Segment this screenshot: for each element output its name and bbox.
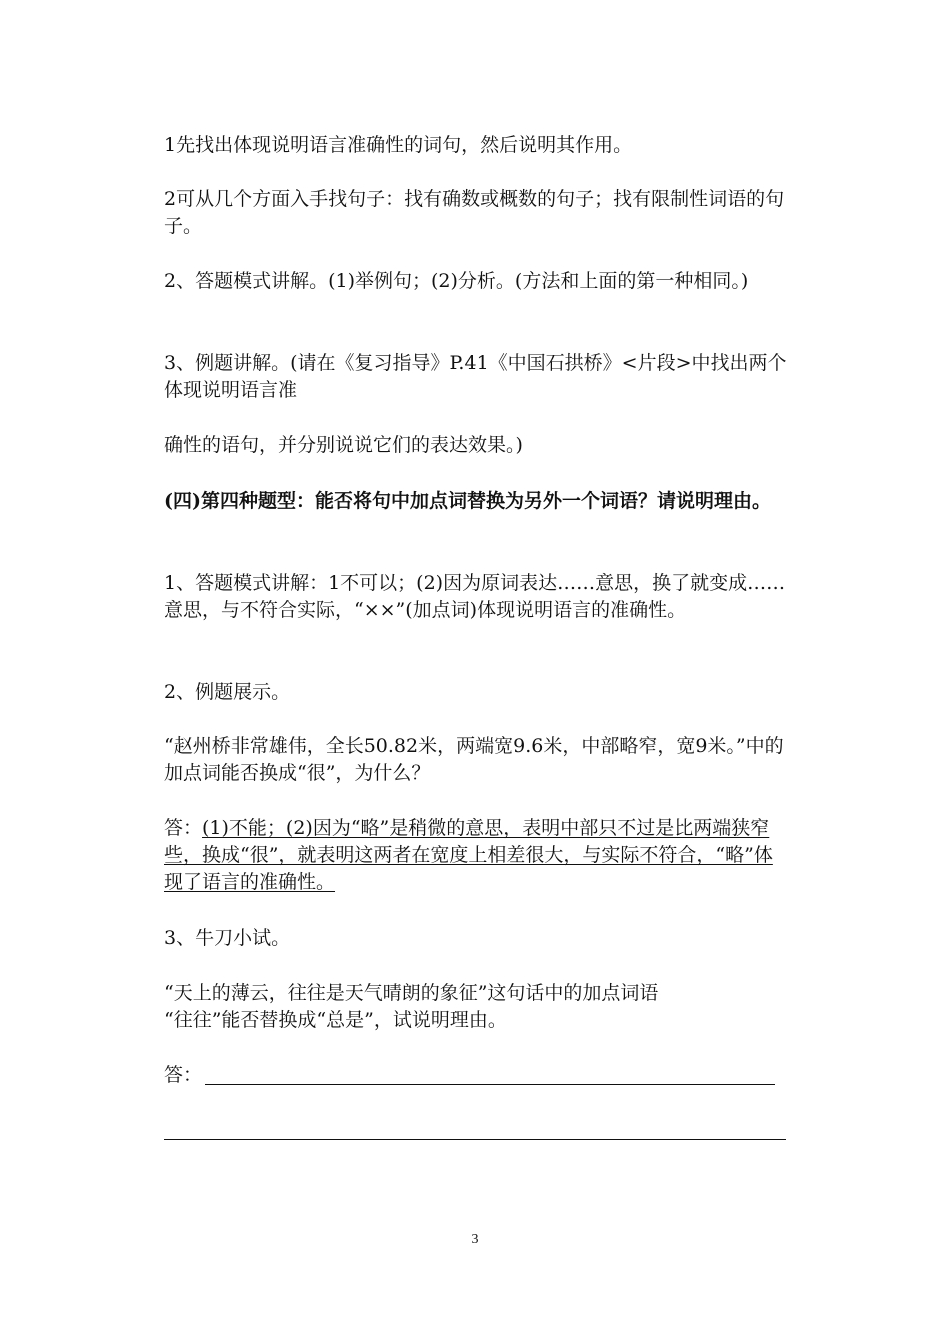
paragraph-answer	[164, 815, 788, 896]
paragraph-example-intro: 3、例题讲解。(请在《复习指导》P.41《中国石拱桥》<片段>中找出两个体现说明语言准	[164, 352, 787, 401]
paragraph-practice-question-2: “往往”能否替换成“总是”，试说明理由。	[164, 1009, 507, 1031]
paragraph-practice: 3、牛刀小试。	[164, 927, 291, 949]
paragraph-example-show: 2、例题展示。	[164, 681, 291, 703]
section-heading: (四)第四种题型：能否将句中加点词替换为另外一个词语？请说明理由。	[164, 490, 771, 512]
paragraph-practice-question-1: “天上的薄云，往往是天气晴朗的象征”这句话中的加点词语	[164, 982, 659, 1004]
answer-text: (1)不能；(2)因为“略”是稍微的意思，表明中部只不过是比两端狭窄些，换成“很”，就表明这两者在宽度上相差很大，与实际不符合，“略”体现了语言的准确性。	[164, 817, 773, 893]
paragraph-example-cont: 确性的语句，并分别说说它们的表达效果。)	[164, 434, 523, 456]
paragraph-answer-mode-4: 1、答题模式讲解：1不可以；(2)因为原词表达……意思，换了就变成……意思，与不符合实际，“××”(加点词)体现说明语言的准确性。	[164, 572, 786, 621]
paragraph-method-1: 1先找出体现说明语言准确性的词句，然后说明其作用。	[164, 134, 633, 156]
answer2-label: 答：	[164, 1064, 203, 1086]
paragraph-answer-mode: 2、答题模式讲解。(1)举例句；(2)分析。(方法和上面的第一种相同。)	[164, 270, 749, 292]
answer-label: 答：	[164, 817, 203, 839]
answer-blank-line-1[interactable]	[205, 1084, 775, 1085]
page-number: 3	[471, 1232, 479, 1247]
answer-blank-line-2[interactable]	[164, 1139, 786, 1140]
paragraph-method-2: 2可从几个方面入手找句子：找有确数或概数的句子；找有限制性词语的句子。	[164, 188, 785, 237]
paragraph-example-question: “赵州桥非常雄伟，全长50.82米，两端宽9.6米，中部略窄，宽9米。”中的加点词能否换成“很”，为什么？	[164, 735, 784, 784]
